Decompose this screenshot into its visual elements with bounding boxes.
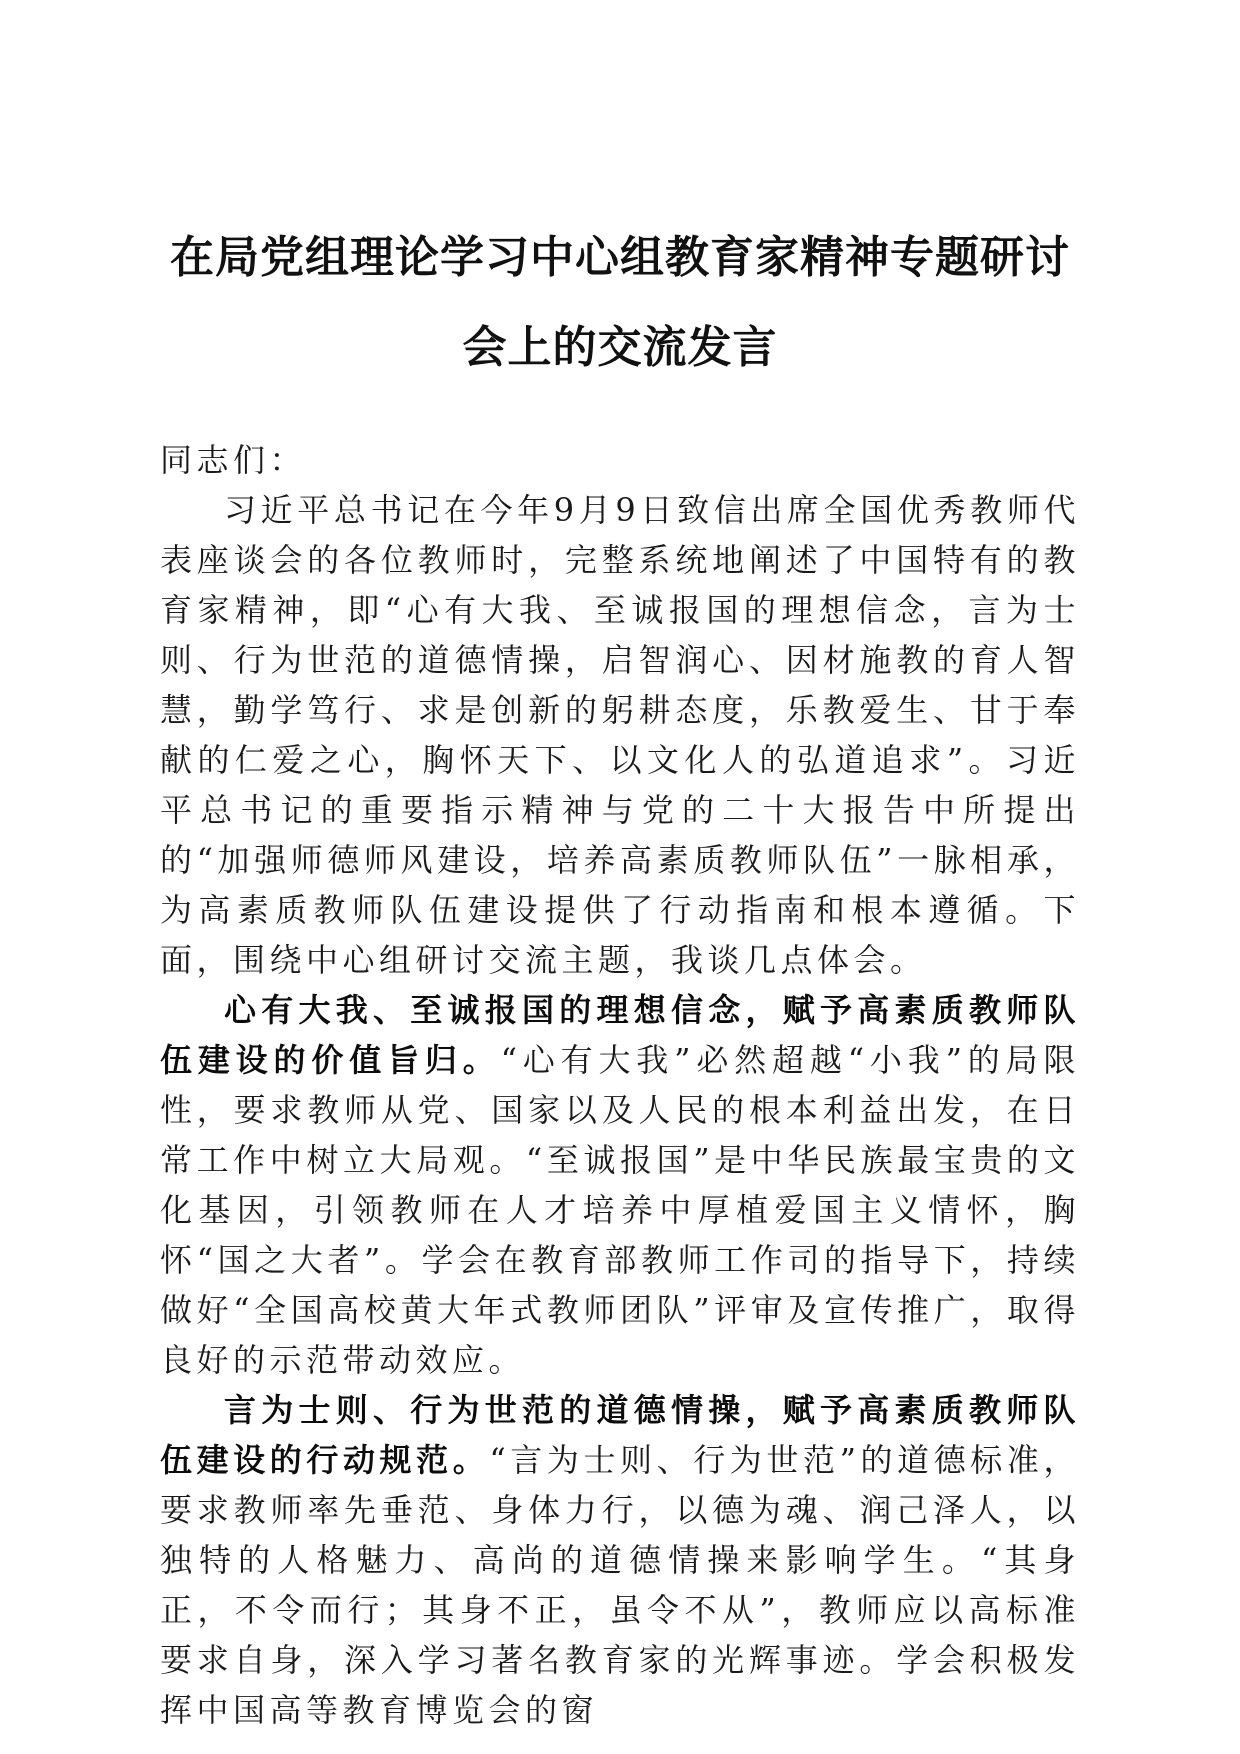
document-body [160,435,1080,1735]
paragraph-lead-heading: 言为士则、行为世范的道德情操，赋予高素质教师队伍建设的行动规范。 [160,1391,1080,1479]
salutation: 同志们： [160,441,307,479]
paragraph-intro [160,485,1080,985]
paragraph-ideals [160,985,1080,1385]
paragraph-text: “言为士则、行为世范”的道德标准，要求教师率先垂范、身体力行，以德为魂、润己泽人，以独特的人格魅力、高尚的道德情操来影响学生。“其身正，不令而行；其身不正，虽令不从”，教师应以高标准要求自身，深入学习著名教育家的光辉事迹。学会积极发挥中国高等教育博览会的窗 [160,1441,1080,1729]
paragraph-lead-heading: 心有大我、至诚报国的理想信念，赋予高素质教师队伍建设的价值旨归。 [160,991,1080,1079]
document-title-line-1: 在局党组理论学习中心组教育家精神专题研讨 [170,232,1070,283]
paragraph-ethics [160,1385,1080,1735]
paragraph-text: “心有大我”必然超越“小我”的局限性，要求教师从党、国家以及人民的根本利益出发，在日常工作中树立大局观。“至诚报国”是中华民族最宝贵的文化基因，引领教师在人才培养中厚植爱国主义情怀，胸怀“国之大者”。学会在教育部教师工作司的指导下，持续做好“全国高校黄大年式教师团队”评审及宣传推广，取得良好的示范带动效应。 [160,1041,1080,1379]
paragraph-text: 习近平总书记在今年9月9日致信出席全国优秀教师代表座谈会的各位教师时，完整系统地阐述了中国特有的教育家精神，即“心有大我、至诚报国的理想信念，言为士则、行为世范的道德情操，启智润心、因材施教的育人智慧，勤学笃行、求是创新的躬耕态度，乐教爱生、甘于奉献的仁爱之心，胸怀天下、以文化人的弘道追求”。习近平总书记的重要指示精神与党的二十大报告中所提出的“加强师德师风建设，培养高素质教师队伍”一脉相承，为高素质教师队伍建设提供了行动指南和根本遵循。下面，围绕中心组研讨交流主题，我谈几点体会。 [160,491,1080,979]
document-title-line-2: 会上的交流发言 [462,322,778,373]
